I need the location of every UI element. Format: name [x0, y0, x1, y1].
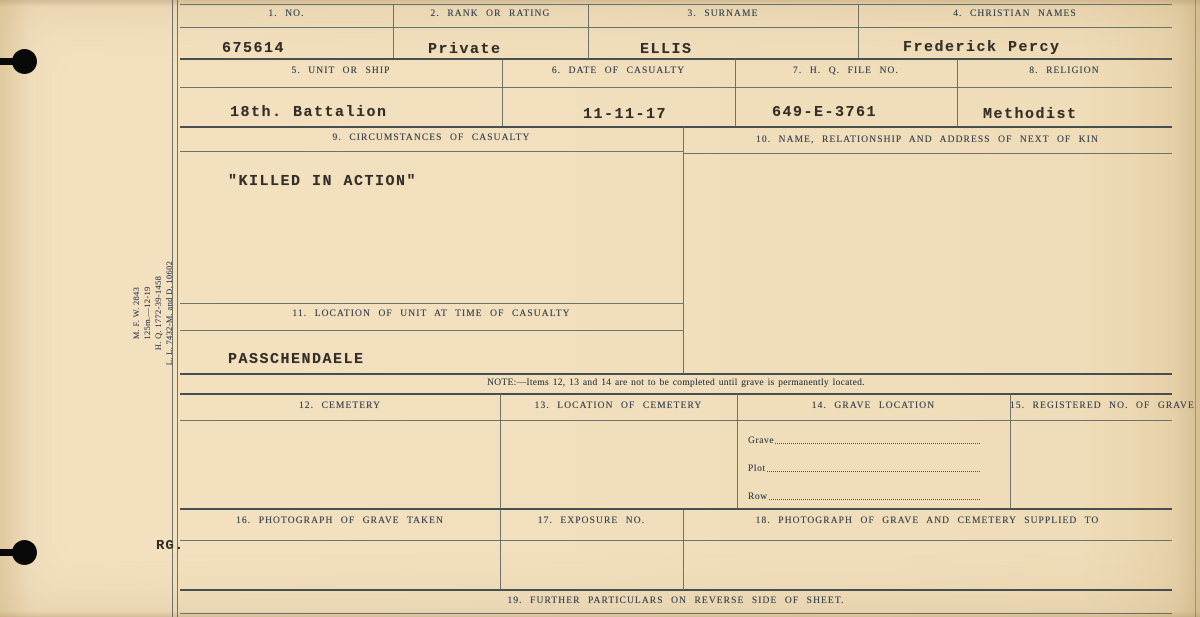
scan-edge — [1195, 0, 1196, 617]
field-label-photo-taken: 16. PHOTOGRAPH OF GRAVE TAKEN — [236, 516, 444, 526]
field-label-further: 19. FURTHER PARTICULARS ON REVERSE SIDE OF SHEET. — [507, 596, 845, 606]
field-value-religion: Methodist — [983, 106, 1078, 123]
field-value-unit-location: PASSCHENDAELE — [228, 351, 365, 368]
form-rule — [683, 126, 684, 374]
field-value-christian: Frederick Percy — [903, 39, 1061, 56]
print-code-line: 125m.—12-19 — [142, 286, 152, 340]
field-label-unit-location: 11. LOCATION OF UNIT AT TIME OF CASUALTY — [292, 309, 571, 319]
field-label-cemetery-loc: 13. LOCATION OF CEMETERY — [534, 401, 703, 411]
form-rule — [180, 27, 1172, 28]
print-code-line: L. L. 7432-M. and D. 10602 — [164, 260, 174, 366]
field-label-hq-file: 7. H. Q. FILE NO. — [793, 66, 899, 76]
grave-location-plot-row — [748, 460, 980, 474]
grave-location-grave-row — [748, 432, 980, 446]
grave-note: NOTE:—Items 12, 13 and 14 are not to be completed until grave is permanently located. — [487, 378, 865, 388]
field-label-exposure-no: 17. EXPOSURE NO. — [537, 516, 646, 526]
form-rule — [180, 393, 1172, 395]
field-label-photo-supplied: 18. PHOTOGRAPH OF GRAVE AND CEMETERY SUPPLIED TO — [755, 516, 1100, 526]
field-label-date: 6. DATE OF CASUALTY — [551, 66, 686, 76]
form-rule — [180, 126, 1172, 128]
form-rule — [180, 373, 1172, 375]
field-value-rank: Private — [428, 41, 502, 58]
form-rule — [180, 87, 1172, 88]
print-code-line: H. Q. 1772-39-1458 — [153, 275, 163, 351]
field-label-no: 1. NO. — [268, 9, 305, 19]
field-label-religion: 8. RELIGION — [1029, 66, 1100, 76]
punch-hole-top-tail — [0, 58, 17, 65]
form-rule — [180, 540, 1172, 541]
punch-hole-bottom-tail — [0, 549, 17, 556]
field-value-surname: ELLIS — [640, 41, 693, 58]
form-rule — [180, 330, 683, 331]
dotted-leader — [769, 499, 980, 500]
form-rule — [180, 303, 683, 304]
field-label-grave-loc: 14. GRAVE LOCATION — [811, 401, 936, 411]
field-label-circumstances: 9. CIRCUMSTANCES OF CASUALTY — [332, 133, 531, 143]
dotted-leader — [767, 471, 980, 472]
margin-print-code — [131, 248, 179, 378]
form-rule — [180, 420, 1172, 421]
form-rule — [180, 151, 683, 152]
field-label-christian: 4. CHRISTIAN NAMES — [953, 9, 1077, 19]
field-value-circumstances: "KILLED IN ACTION" — [228, 173, 418, 190]
field-value-no: 675614 — [222, 40, 286, 57]
form-rule — [180, 613, 1172, 614]
field-label-rank: 2. RANK OR RATING — [430, 9, 551, 19]
field-label-cemetery: 12. CEMETERY — [298, 401, 382, 411]
field-label-unit: 5. UNIT OR SHIP — [291, 66, 391, 76]
form-rule — [180, 589, 1172, 591]
print-code-line: M. F. W. 2843 — [131, 286, 141, 340]
field-value-date: 11-11-17 — [583, 106, 668, 123]
field-value-hq-file: 649-E-3761 — [772, 104, 878, 121]
margin-annotation: RG. — [156, 538, 185, 554]
field-label-registered-no: 15. REGISTERED NO. OF GRAVE — [1010, 401, 1195, 411]
field-value-unit: 18th. Battalion — [230, 104, 388, 121]
form-rule — [180, 4, 1172, 5]
grave-label: Grave — [748, 436, 775, 446]
form-rule — [683, 153, 1172, 154]
form-rule — [180, 58, 1172, 60]
row-label: Row — [748, 492, 768, 502]
form-rule — [180, 508, 1172, 510]
grave-location-row-row — [748, 488, 980, 502]
field-label-surname: 3. SURNAME — [687, 9, 759, 19]
field-label-next-of-kin: 10. NAME, RELATIONSHIP AND ADDRESS OF NEXT OF KIN — [756, 135, 1099, 145]
dotted-leader — [775, 443, 980, 444]
plot-label: Plot — [748, 464, 766, 474]
